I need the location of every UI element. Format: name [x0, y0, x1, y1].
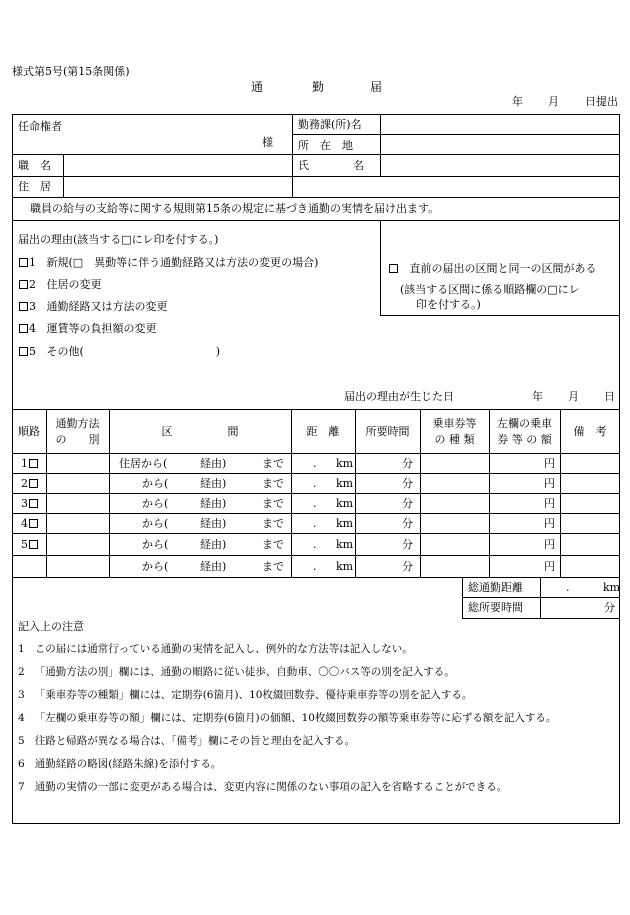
row-yen-5: 円: [544, 538, 555, 551]
route-num-3: 3: [21, 498, 39, 509]
row-dot-2: .: [313, 477, 317, 490]
row-yen-6: 円: [544, 560, 555, 573]
checkbox[interactable]: [19, 258, 28, 267]
checkbox[interactable]: [29, 499, 38, 508]
reason-item-4: 4 運賃等の負担額の変更: [18, 323, 157, 334]
row-dot-3: .: [313, 497, 317, 510]
header-section: 区 間: [161, 425, 239, 438]
row-fun-5: 分: [402, 538, 413, 551]
submit-date-day: 日提出: [585, 95, 618, 108]
declaration-text: 職員の給与の支給等に関する規則第15条の規定に基づき通勤の実情を届け出ます。: [30, 202, 440, 215]
row-km-2: km: [336, 477, 354, 490]
checkbox[interactable]: [29, 540, 38, 549]
checkbox[interactable]: [29, 459, 38, 468]
total-distance-label: 総通勤距離: [468, 581, 523, 594]
row-via-2: 経由): [200, 477, 227, 490]
row-from-3: から(: [142, 497, 169, 510]
grid-line: [12, 533, 620, 534]
row-fun-6: 分: [402, 560, 413, 573]
row-from-4: から(: [142, 517, 169, 530]
appointer-label: 任命権者: [18, 120, 62, 133]
row-made-2: まで: [262, 477, 284, 490]
submit-date-month: 月: [548, 95, 559, 108]
grid-line: [462, 597, 620, 598]
header-ticket-1: 乗車券等: [432, 417, 477, 430]
checkbox[interactable]: [19, 347, 28, 356]
checkbox[interactable]: [19, 302, 28, 311]
grid-line: [12, 197, 620, 198]
header-route: 順路: [18, 425, 40, 438]
row-dot-4: .: [313, 517, 317, 530]
grid-line: [380, 220, 381, 315]
note-item-2: 2 「通勤方法の別」欄には、通勤の順路に従い徒歩、自動車、〇〇バス等の別を記入する。: [18, 666, 455, 678]
location-label: 所 在 地: [298, 139, 353, 152]
grid-line: [12, 513, 620, 514]
note-item-3: 3 「乗車券等の種類」欄には、定期券(6箇月)、10枚綴回数券、優待乗車券等の別を記入する。: [18, 689, 473, 701]
reason-item-5: 5 その他( ): [18, 346, 220, 357]
grid-line: [12, 493, 620, 494]
note-item-1: 1 この届には通常行っている通勤の実情を記入し、例外的な方法等は記入しない。: [18, 643, 413, 655]
row-from-1: 住居から(: [119, 457, 168, 470]
page-title-char-1: 通: [251, 80, 264, 94]
row-yen-3: 円: [544, 497, 555, 510]
grid-line: [63, 154, 64, 197]
route-num-5: 5: [21, 539, 39, 550]
total-distance-dot: .: [566, 581, 570, 594]
grid-line: [292, 114, 293, 197]
checkbox[interactable]: [29, 479, 38, 488]
form-number: 様式第5号(第15条関係): [12, 65, 130, 78]
row-made-3: まで: [262, 497, 284, 510]
grid-line: [12, 555, 620, 556]
note-item-6: 6 通勤経路の略図(経路朱線)を添付する。: [18, 758, 222, 770]
row-from-6: から(: [142, 560, 169, 573]
header-amount-1: 左欄の乗車: [497, 417, 552, 430]
row-from-5: から(: [142, 538, 169, 551]
total-time-unit: 分: [604, 601, 615, 614]
occurred-date-label: 届出の理由が生じた日: [344, 390, 454, 403]
header-time: 所要時間: [365, 425, 410, 438]
route-num-2: 2: [21, 478, 39, 489]
note-item-7: 7 通勤の実情の一部に変更がある場合は、変更内容に関係のない事項の記入を省略することができる。: [18, 781, 508, 793]
grid-line: [12, 220, 620, 221]
grid-line: [462, 618, 620, 619]
header-distance: 距 離: [306, 425, 340, 438]
grid-line: [12, 154, 620, 155]
row-km-3: km: [336, 497, 354, 510]
row-via-1: 経由): [200, 457, 227, 470]
reason-item-1: 1 新規(□ 異動等に伴う通勤経路又は方法の変更の場合): [18, 257, 318, 268]
name-label: 氏 名: [298, 159, 364, 172]
grid-line: [12, 577, 620, 578]
submit-date-year: 年: [512, 95, 523, 108]
grid-line: [380, 315, 620, 316]
route-num-1: 1: [21, 458, 39, 469]
row-from-2: から(: [142, 477, 169, 490]
header-remarks: 備 考: [573, 425, 607, 438]
occurred-date-day: 日: [604, 390, 615, 403]
row-fun-1: 分: [402, 457, 413, 470]
header-method-2: の 別: [55, 433, 100, 446]
address-label: 住 居: [18, 180, 51, 193]
row-km-1: km: [336, 457, 354, 470]
row-made-6: まで: [262, 560, 284, 573]
row-dot-6: .: [313, 560, 317, 573]
row-made-5: まで: [262, 538, 284, 551]
grid-line: [12, 176, 620, 177]
page-title-char-2: 勤: [312, 80, 325, 94]
notes-heading: 記入上の注意: [18, 620, 84, 633]
position-label: 職 名: [18, 159, 51, 172]
same-section-note-2: 印を付する。): [416, 298, 481, 311]
row-yen-4: 円: [544, 517, 555, 530]
header-amount-2: 券 等 の 額: [497, 433, 552, 446]
reason-item-2: 2 住居の変更: [18, 279, 102, 290]
header-ticket-2: の 種 類: [434, 433, 475, 446]
row-yen-1: 円: [544, 457, 555, 470]
row-km-6: km: [336, 560, 354, 573]
row-made-1: まで: [262, 457, 284, 470]
grid-line: [12, 453, 620, 454]
checkbox[interactable]: [19, 324, 28, 333]
reasons-heading: 届出の理由(該当する□にレ印を付する。): [18, 233, 219, 246]
row-dot-1: .: [313, 457, 317, 470]
row-via-3: 経由): [200, 497, 227, 510]
grid-line: [292, 134, 620, 135]
row-via-6: 経由): [200, 560, 227, 573]
checkbox[interactable]: [389, 264, 398, 273]
occurred-date-month: 月: [568, 390, 579, 403]
grid-line: [12, 473, 620, 474]
sama-label: 様: [262, 136, 273, 149]
grid-line: [12, 409, 620, 410]
row-dot-5: .: [313, 538, 317, 551]
route-num-4: 4: [21, 518, 39, 529]
total-distance-unit: km: [603, 581, 621, 594]
total-time-label: 総所要時間: [468, 601, 523, 614]
same-section-note-1: (該当する区間に係る順路欄の□にレ: [400, 283, 580, 296]
grid-line: [380, 114, 381, 176]
header-method-1: 通勤方法: [55, 417, 100, 430]
checkbox[interactable]: [19, 280, 28, 289]
note-item-5: 5 往路と帰路が異なる場合は、「備考」欄にその旨と理由を記入する。: [18, 735, 355, 747]
row-fun-2: 分: [402, 477, 413, 490]
same-section-option: 直前の届出の区間と同一の区間がある: [388, 263, 597, 274]
occurred-date-year: 年: [532, 390, 543, 403]
row-km-5: km: [336, 538, 354, 551]
reason-item-3: 3 通勤経路又は方法の変更: [18, 301, 168, 312]
note-item-4: 4 「左欄の乗車券等の額」欄には、定期券(6箇月)の価額、10枚綴回数券の額等乗車券等に応ずる額を記入する。: [18, 712, 557, 724]
department-label: 勤務課(所)名: [298, 118, 362, 131]
page-title-char-3: 届: [370, 80, 383, 94]
row-fun-3: 分: [402, 497, 413, 510]
row-via-4: 経由): [200, 517, 227, 530]
row-made-4: まで: [262, 517, 284, 530]
row-yen-2: 円: [544, 477, 555, 490]
row-fun-4: 分: [402, 517, 413, 530]
checkbox[interactable]: [29, 519, 38, 528]
row-km-4: km: [336, 517, 354, 530]
row-via-5: 経由): [200, 538, 227, 551]
